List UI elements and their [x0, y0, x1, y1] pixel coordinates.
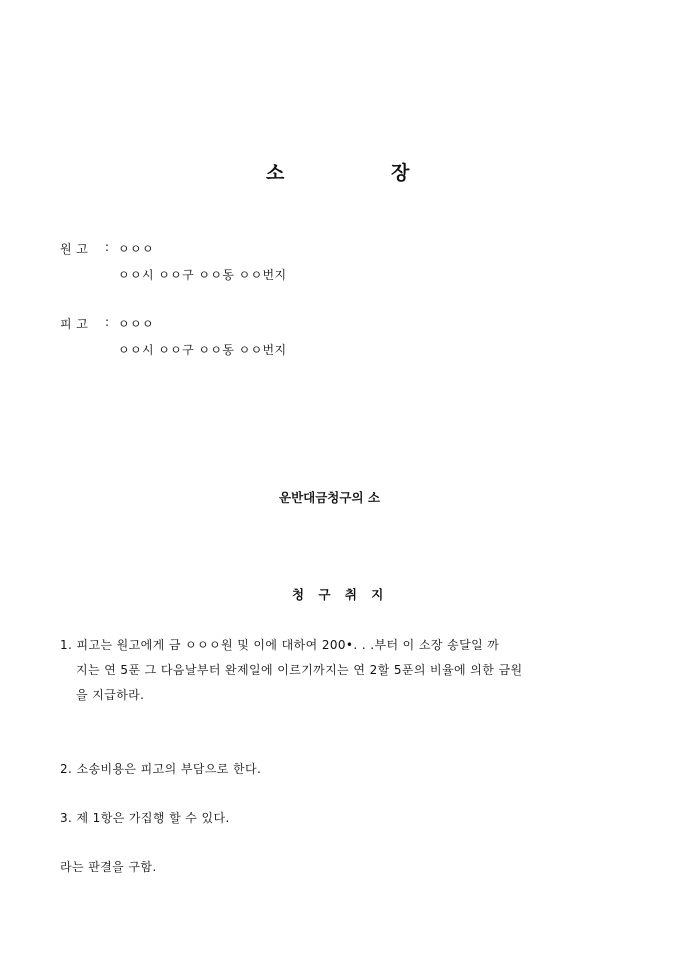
defendant-name: ㅇㅇㅇ — [118, 317, 154, 331]
plaintiff-name: ㅇㅇㅇ — [118, 242, 154, 256]
claim-item-2: 2. 소송비용은 피고의 부담으로 한다. — [60, 762, 262, 776]
claim-heading: 청 구 취 지 — [292, 587, 385, 602]
case-name: 운반대금청구의 소 — [279, 490, 380, 505]
claim-item-3: 3. 제 1항은 가집행 할 수 있다. — [60, 811, 230, 825]
claim-item-1-line-1: 1. 피고는 원고에게 금 ㅇㅇㅇ원 및 이에 대하여 200•. . .부터 이 소장 송달일 까 — [60, 638, 500, 652]
plaintiff-address: ㅇㅇ시 ㅇㅇ구 ㅇㅇ동 ㅇㅇ번지 — [118, 268, 287, 282]
claim-item-1-line-3: 을 지급하라. — [76, 688, 145, 702]
plaintiff-label: 원 고 — [60, 242, 89, 256]
title-left-char: 소 — [266, 162, 285, 184]
title-right-char: 장 — [391, 162, 410, 184]
claim-item-1-line-2: 지는 연 5푼 그 다음날부터 완제일에 이르기까지는 연 2할 5푼의 비율에 의한 금원 — [76, 663, 523, 677]
defendant-address: ㅇㅇ시 ㅇㅇ구 ㅇㅇ동 ㅇㅇ번지 — [118, 343, 287, 357]
closing-statement: 라는 판결을 구함. — [60, 860, 157, 874]
plaintiff-colon: : — [105, 240, 110, 254]
defendant-label: 피 고 — [60, 317, 89, 331]
defendant-colon: : — [105, 315, 110, 329]
